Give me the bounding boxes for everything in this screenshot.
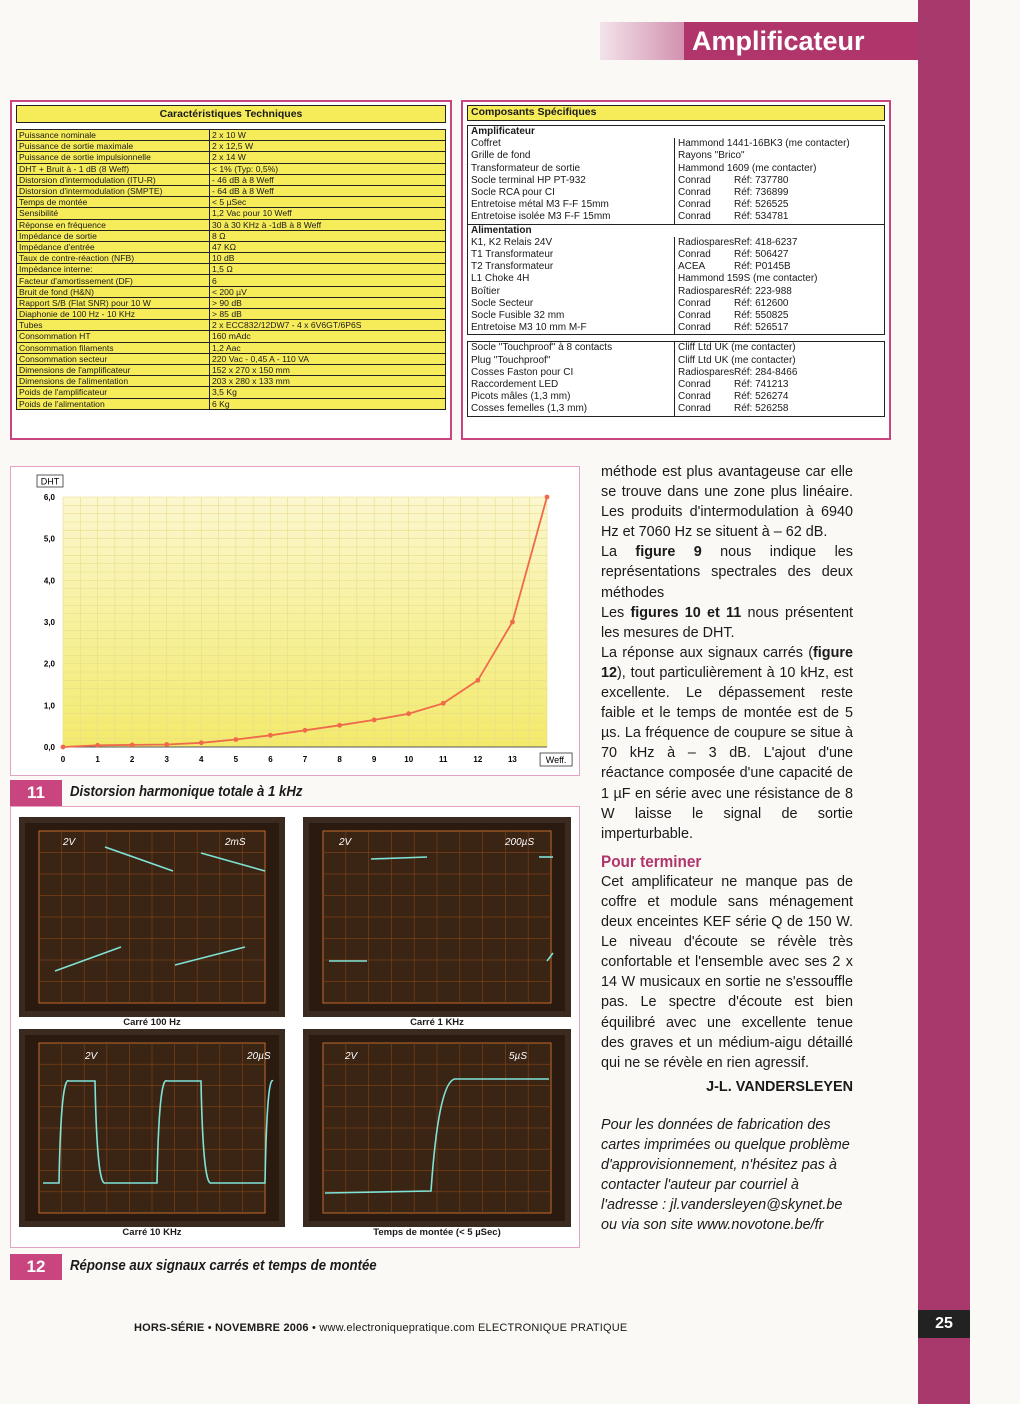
component-row	[468, 150, 885, 162]
component-supplier	[675, 298, 885, 310]
scope-grid	[10, 806, 580, 1248]
text: ), tout particulièrement à 10 kHz, est excellente. Le dépassement reste faible et le temps de montée est de 5 µs. La fréquence de coupure se situe à 70 kHz à – 3 dB. L'ajout d'une réactance composée d'une capacité de 1 µF en série avec une résistance de 8 W laisse le signal de sortie imperturbable.	[601, 664, 853, 842]
text: nous indique les représentations spectrales des deux méthodes	[601, 544, 853, 601]
tech-param: Dimensions de l'amplificateur	[17, 364, 210, 375]
tech-value: 2 x 12,5 W	[210, 141, 446, 152]
tech-row	[17, 152, 446, 163]
component-name: Boîtier	[468, 286, 675, 298]
tech-value: 6 Kg	[210, 398, 446, 409]
y-axis-label: DHT	[40, 476, 60, 487]
scope-volt: 2V	[85, 1051, 98, 1062]
tech-value: 47 KΩ	[210, 241, 446, 252]
component-supplier	[675, 273, 885, 285]
component-name: Cosses femelles (1,3 mm)	[468, 403, 675, 416]
tech-row	[17, 297, 446, 308]
tech-value: 1,2 Aac	[210, 342, 446, 353]
page-footer	[134, 1322, 627, 1334]
tech-value: 203 x 280 x 133 mm	[210, 376, 446, 387]
component-row	[468, 138, 885, 150]
component-supplier	[675, 379, 885, 391]
component-row	[468, 261, 885, 273]
component-name: Raccordement LED	[468, 379, 675, 391]
scope-label: Temps de montée (< 5 µSec)	[373, 1227, 501, 1238]
component-name: Grille de fond	[468, 150, 675, 162]
y-tick-label: 2,0	[43, 659, 55, 669]
scope-time: 2mS	[225, 837, 246, 848]
tech-value: - 46 dB à 8 Weff	[210, 174, 446, 185]
figure-ref: figures 10 et 11	[630, 604, 742, 621]
supplier: Conrad	[678, 211, 711, 223]
component-supplier	[675, 310, 885, 322]
tech-row	[17, 320, 446, 331]
section-heading: Pour terminer	[601, 851, 702, 871]
tech-param: Sensibilité	[17, 208, 210, 219]
dht-point	[268, 733, 273, 738]
supplier-ref: Réf: 526274	[734, 391, 789, 403]
paragraph	[601, 542, 853, 602]
tech-row	[17, 331, 446, 342]
supplier-ref: Réf: 284-8466	[734, 366, 798, 378]
scope-graticule	[309, 823, 565, 1011]
component-row	[468, 342, 885, 355]
text: La	[601, 544, 636, 561]
component-row	[468, 273, 885, 285]
x-axis-label: Weff.	[545, 755, 567, 765]
tech-value: - 64 dB à 8 Weff	[210, 185, 446, 196]
tech-value: 2 x ECC832/12DW7 - 4 x 6V6GT/6P6S	[210, 320, 446, 331]
tech-param: Distorsion d'intermodulation (SMPTE)	[17, 185, 210, 196]
components-group-heading: Alimentation	[471, 224, 532, 236]
component-row	[468, 237, 885, 249]
scope-volt: 2V	[339, 837, 352, 848]
component-row	[468, 163, 885, 175]
tech-value: 2 x 10 W	[210, 130, 446, 141]
tech-row	[17, 197, 446, 208]
tech-table-spacer	[17, 123, 446, 130]
dht-point	[510, 620, 515, 625]
component-supplier	[675, 367, 885, 379]
component-supplier	[675, 391, 885, 403]
scope-time: 5µS	[509, 1051, 527, 1062]
author: J-L. VANDERSLEYEN	[706, 1078, 853, 1095]
tech-param: Diaphonie de 100 Hz - 10 KHz	[17, 309, 210, 320]
supplier: Radiospares	[678, 236, 735, 248]
scope-label: Carré 100 Hz	[123, 1017, 181, 1028]
components-group	[467, 225, 885, 336]
supplier: Conrad	[678, 403, 711, 415]
side-color-bar	[918, 0, 970, 1404]
component-supplier	[675, 211, 885, 224]
supplier-ref: Réf: 612600	[734, 297, 789, 309]
scope-volt: 2V	[345, 1051, 358, 1062]
supplier: ACEA	[678, 261, 706, 273]
scope-time: 20µS	[247, 1051, 271, 1062]
supplier: Conrad	[678, 322, 711, 334]
tech-param: DHT + Bruit à - 1 dB (8 Weff)	[17, 163, 210, 174]
component-row	[468, 322, 885, 335]
supplier: Conrad	[678, 174, 711, 186]
component-name: Socle "Touchproof" à 8 contacts	[468, 342, 675, 355]
component-name: Picots mâles (1,3 mm)	[468, 391, 675, 403]
figure11-number: 11	[10, 780, 62, 806]
supplier-ref: Réf: 741213	[734, 379, 789, 391]
supplier-ref: Réf: 526258	[734, 403, 789, 415]
scope-time: 200µS	[505, 837, 535, 848]
component-row	[468, 310, 885, 322]
tech-row	[17, 275, 446, 286]
dht-point	[441, 701, 446, 706]
scope-label: Carré 10 KHz	[122, 1227, 182, 1238]
footer-sep: •	[312, 1322, 320, 1334]
component-supplier	[675, 199, 885, 211]
supplier: Radiospares	[678, 366, 735, 378]
figure-ref: figure 12	[601, 644, 853, 681]
scope-graticule	[25, 1035, 279, 1221]
supplier-ref: Réf: 550825	[734, 310, 789, 322]
tech-param: Puissance de sortie impulsionnelle	[17, 152, 210, 163]
supplier: Conrad	[678, 187, 711, 199]
dht-point	[303, 728, 308, 733]
components-table-box	[461, 100, 891, 440]
y-tick-label: 4,0	[43, 576, 55, 586]
tech-param: Taux de contre-réaction (NFB)	[17, 253, 210, 264]
tech-param: Bruit de fond (H&N)	[17, 286, 210, 297]
tech-value: 1,5 Ω	[210, 264, 446, 275]
tech-value: > 85 dB	[210, 309, 446, 320]
component-supplier	[675, 286, 885, 298]
component-supplier	[675, 355, 885, 367]
figure-ref: figure 9	[635, 544, 702, 561]
y-tick-label: 3,0	[43, 618, 55, 627]
tech-row	[17, 387, 446, 398]
supplier: Hammond 159S (me contacter)	[678, 273, 818, 285]
component-row	[468, 367, 885, 379]
page-number: 25	[918, 1310, 970, 1338]
tech-row	[17, 353, 446, 364]
tech-row	[17, 264, 446, 275]
supplier-ref: Réf: 506427	[734, 249, 789, 261]
dht-chart-frame	[10, 466, 580, 776]
article-text	[601, 462, 853, 1235]
x-tick-label: 8	[337, 755, 342, 764]
dht-point	[164, 742, 169, 747]
dht-point	[545, 495, 550, 500]
components-group-heading: Amplificateur	[471, 126, 535, 137]
y-tick-label: 6,0	[43, 493, 55, 502]
component-name: L1 Choke 4H	[468, 273, 675, 285]
supplier-ref: Réf: 526517	[734, 322, 789, 334]
footer-series: HORS-SÉRIE	[134, 1322, 205, 1334]
dht-point	[233, 737, 238, 742]
figure11-caption: Distorsion harmonique totale à 1 kHz	[70, 783, 303, 800]
supplier: Cliff Ltd UK (me contacter)	[678, 342, 796, 354]
x-tick-label: 0	[60, 755, 66, 764]
supplier-ref: Réf: 223-988	[734, 285, 792, 297]
tech-param: Poids de l'amplificateur	[17, 387, 210, 398]
dht-point	[61, 745, 66, 750]
supplier-ref: Réf: 534781	[734, 211, 789, 223]
supplier: Conrad	[678, 391, 711, 403]
component-name: Transformateur de sortie	[468, 163, 675, 175]
scope-risetime	[303, 1029, 571, 1227]
tech-value: < 200 µV	[210, 286, 446, 297]
tech-param: Poids de l'alimentation	[17, 398, 210, 409]
text: La réponse aux signaux carrés (	[601, 644, 814, 661]
component-name: Entretoise métal M3 F-F 15mm	[468, 199, 675, 211]
components-group	[467, 125, 885, 225]
component-name: Socle Fusible 32 mm	[468, 310, 675, 322]
component-name: Socle Secteur	[468, 298, 675, 310]
supplier: Radiospares	[678, 285, 735, 297]
scope-graticule	[25, 823, 279, 1011]
tech-param: Impédance d'entrée	[17, 241, 210, 252]
component-row	[468, 175, 885, 187]
component-supplier	[675, 187, 885, 199]
supplier: Rayons "Brico"	[678, 150, 745, 162]
dht-point	[406, 711, 411, 716]
component-row	[468, 211, 885, 224]
component-name: Socle RCA pour CI	[468, 187, 675, 199]
tech-param: Consommation filaments	[17, 342, 210, 353]
dht-point	[372, 718, 377, 723]
component-name: T1 Transformateur	[468, 249, 675, 261]
scope-volt: 2V	[63, 837, 76, 848]
text: Les	[601, 604, 631, 621]
tech-param: Rapport S/B (Flat SNR) pour 10 W	[17, 297, 210, 308]
component-supplier	[675, 342, 885, 355]
paragraph: Cet amplificateur ne manque pas de coffre et module sans ménagement deux enceintes KEF série Q de 150 W. Le niveau d'écoute se révèle très confortable et l'ensemble avec ses 2 x 14 W musicaux en sortie ne s'essouffle pas. Le spectre d'écoute est bien équilibré avec une excellente tenue des graves et un médium-aigu détaillé qui ne se révèle en rien agressif.	[601, 873, 853, 1071]
footer-url[interactable]: www.electroniquepratique.com	[319, 1322, 475, 1334]
tech-param: Impédance de sortie	[17, 230, 210, 241]
tech-param: Temps de montée	[17, 197, 210, 208]
component-supplier	[675, 163, 885, 175]
tech-table	[16, 105, 446, 410]
paragraph: méthode est plus avantageuse car elle se trouve dans une zone plus linéaire. Les produits d'intermodulation à 6940 Hz et 7060 Hz se situent à – 62 dB.	[601, 464, 853, 541]
figure12-number: 12	[10, 1254, 62, 1280]
component-row	[468, 355, 885, 367]
dht-point	[130, 743, 135, 748]
tech-value: 6	[210, 275, 446, 286]
component-name: Coffret	[468, 138, 675, 150]
supplier: Conrad	[678, 199, 711, 211]
supplier-ref: Réf: 736899	[734, 187, 789, 199]
component-supplier	[675, 403, 885, 416]
x-tick-label: 13	[507, 755, 517, 764]
tech-row	[17, 208, 446, 219]
supplier-ref: Ref: 418-6237	[734, 236, 798, 248]
tech-row	[17, 174, 446, 185]
component-row	[468, 403, 885, 416]
tech-value: 220 Vac - 0,45 A - 110 VA	[210, 353, 446, 364]
tech-value: < 1% (Typ: 0,5%)	[210, 163, 446, 174]
tech-table-title: Caractéristiques Techniques	[17, 106, 446, 123]
tech-param: Facteur d'amortissement (DF)	[17, 275, 210, 286]
figure12-caption: Réponse aux signaux carrés et temps de montée	[70, 1257, 377, 1274]
tech-param: Impédance interne:	[17, 264, 210, 275]
tech-row	[17, 219, 446, 230]
component-supplier	[675, 237, 885, 249]
tech-param: Réponse en fréquence	[17, 219, 210, 230]
tech-value: 2 x 14 W	[210, 152, 446, 163]
supplier: Hammond 1609 (me contacter)	[678, 162, 817, 174]
supplier-ref: Réf: 737780	[734, 174, 789, 186]
tech-param: Consommation HT	[17, 331, 210, 342]
supplier: Conrad	[678, 297, 711, 309]
component-row	[468, 199, 885, 211]
paragraph	[601, 603, 853, 643]
components-group	[467, 341, 885, 416]
x-tick-label: 2	[129, 755, 135, 764]
header-fade	[600, 22, 684, 60]
tech-param: Puissance de sortie maximale	[17, 141, 210, 152]
components-table	[467, 105, 885, 121]
tech-row	[17, 376, 446, 387]
component-row	[468, 379, 885, 391]
dht-point	[337, 723, 342, 728]
x-tick-label: 5	[233, 755, 239, 764]
paragraph	[601, 643, 853, 844]
tech-row	[17, 241, 446, 252]
component-row	[468, 286, 885, 298]
x-tick-label: 9	[371, 755, 377, 764]
component-row	[468, 391, 885, 403]
section-title: Amplificateur	[684, 22, 918, 60]
scope-graticule	[309, 1035, 565, 1221]
tech-param: Dimensions de l'alimentation	[17, 376, 210, 387]
tech-row	[17, 185, 446, 196]
y-tick-label: 0,0	[43, 743, 55, 752]
tech-row	[17, 286, 446, 297]
tech-row	[17, 163, 446, 174]
component-row	[468, 249, 885, 261]
tech-value: 10 dB	[210, 253, 446, 264]
component-supplier	[675, 261, 885, 273]
tech-value: < 5 µSec	[210, 197, 446, 208]
components-groups	[467, 125, 885, 417]
component-name: T2 Transformateur	[468, 261, 675, 273]
scope-label: Carré 1 KHz	[410, 1017, 464, 1028]
supplier: Cliff Ltd UK (me contacter)	[678, 354, 796, 366]
supplier: Conrad	[678, 310, 711, 322]
tech-value: 30 à 30 KHz à -1dB à 8 Weff	[210, 219, 446, 230]
dht-chart	[11, 467, 579, 775]
scope-100hz	[19, 817, 285, 1017]
footer-sep: •	[207, 1322, 216, 1334]
x-tick-label: 6	[268, 755, 273, 764]
component-name: Entretoise isolée M3 F-F 15mm	[468, 211, 675, 224]
footer-date: NOVEMBRE 2006	[215, 1322, 309, 1334]
component-supplier	[675, 322, 885, 335]
x-tick-label: 7	[302, 755, 308, 764]
footer-magazine: ELECTRONIQUE PRATIQUE	[478, 1322, 628, 1334]
component-name: Socle terminal HP PT-932	[468, 175, 675, 187]
tech-row	[17, 398, 446, 409]
component-row	[468, 298, 885, 310]
tech-row	[17, 141, 446, 152]
dht-point	[199, 740, 204, 745]
x-tick-label: 10	[404, 755, 414, 764]
dht-point	[95, 743, 100, 748]
tech-param: Puissance nominale	[17, 130, 210, 141]
x-tick-label: 3	[164, 755, 169, 764]
tech-value: > 90 dB	[210, 297, 446, 308]
author-note: Pour les données de fabrication des cartes imprimées ou quelque problème d'approvisionnement, n'hésitez pas à contacter l'auteur par courriel à l'adresse : jl.vandersleyen@skynet.be ou via son site www.novotone.be/fr	[601, 1116, 850, 1234]
tech-value: 8 Ω	[210, 230, 446, 241]
supplier: Hammond 1441-16BK3 (me contacter)	[678, 138, 850, 150]
component-name: Entretoise M3 10 mm M-F	[468, 322, 675, 335]
dht-point	[475, 678, 480, 683]
supplier: Conrad	[678, 249, 711, 261]
component-name: K1, K2 Relais 24V	[468, 237, 675, 249]
tech-row	[17, 230, 446, 241]
tech-row	[17, 253, 446, 264]
component-supplier	[675, 175, 885, 187]
tech-row	[17, 342, 446, 353]
tech-value: 160 mAdc	[210, 331, 446, 342]
supplier-ref: Réf: P0145B	[734, 261, 791, 273]
component-supplier	[675, 150, 885, 162]
tech-table-box	[10, 100, 452, 440]
tech-param: Tubes	[17, 320, 210, 331]
tech-param: Consommation secteur	[17, 353, 210, 364]
tech-param: Distorsion d'intermodulation (ITU-R)	[17, 174, 210, 185]
scope-1khz	[303, 817, 571, 1017]
tech-value: 152 x 270 x 150 mm	[210, 364, 446, 375]
x-tick-label: 11	[439, 755, 448, 764]
components-table-title: Composants Spécifiques	[468, 106, 885, 121]
component-supplier	[675, 249, 885, 261]
supplier: Conrad	[678, 379, 711, 391]
text: nous présentent les mesures de DHT.	[601, 604, 853, 641]
tech-value: 1,2 Vac pour 10 Weff	[210, 208, 446, 219]
component-supplier	[675, 138, 885, 150]
scope-10khz	[19, 1029, 285, 1227]
x-tick-label: 12	[473, 755, 483, 764]
x-tick-label: 4	[199, 755, 204, 764]
tech-row	[17, 309, 446, 320]
component-name: Cosses Faston pour CI	[468, 367, 675, 379]
component-row	[468, 187, 885, 199]
y-tick-label: 5,0	[43, 534, 55, 544]
tech-row	[17, 364, 446, 375]
tech-row	[17, 130, 446, 141]
component-name: Plug "Touchproof"	[468, 355, 675, 367]
supplier-ref: Réf: 526525	[734, 199, 789, 211]
tech-value: 3,5 Kg	[210, 387, 446, 398]
x-tick-label: 1	[95, 755, 100, 764]
y-tick-label: 1,0	[43, 701, 55, 711]
